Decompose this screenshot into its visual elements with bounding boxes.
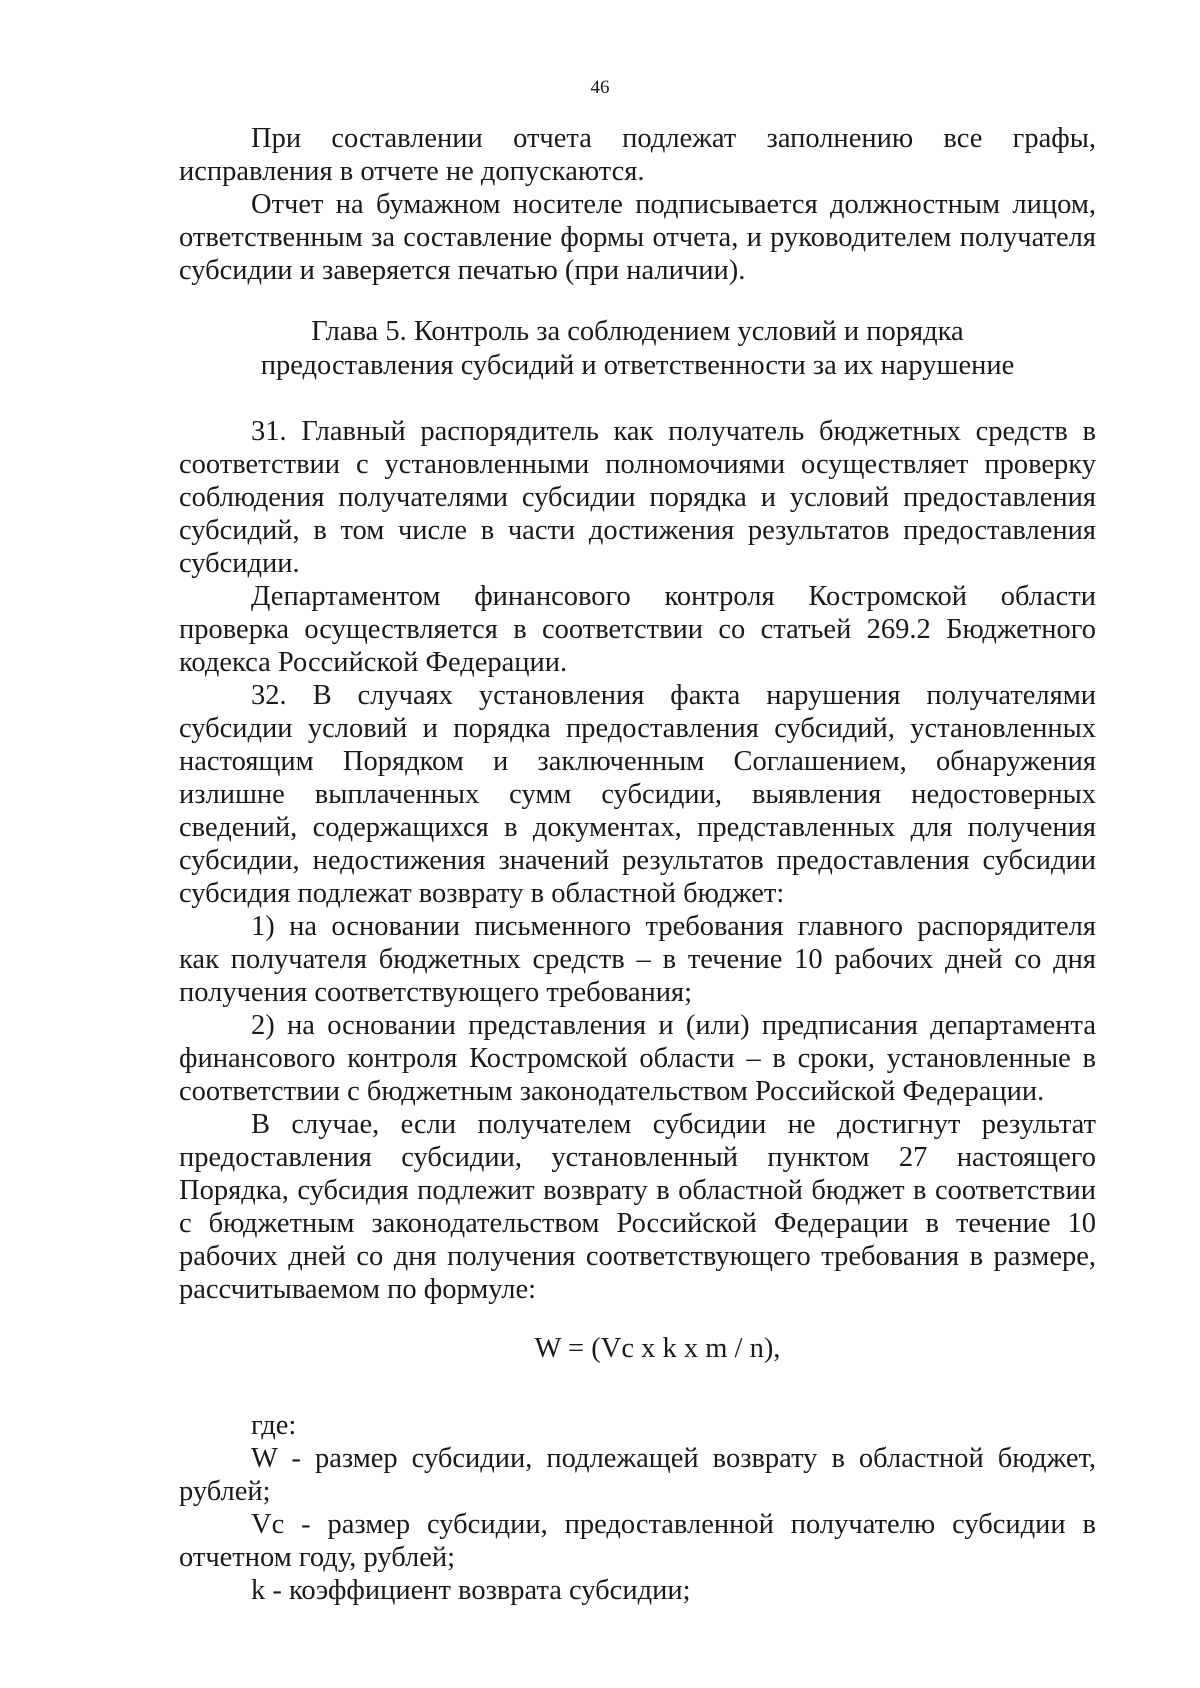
paragraph-32: 32. В случаях установления факта нарушения получателями субсидии условий и порядка предоставления субсидий, установленных настоящим Порядком и заключенным Соглашением, обнаружения излишне выплаченных сумм субсидии, выявления недостоверных сведений, содержащихся в документах, представленных для получения субсидии, недостижения значений результатов предоставления субсидии субсидия подлежат возврату в областной бюджет: (179, 680, 1096, 909)
chapter-heading-line-1: Глава 5. Контроль за соблюдением условий и порядка (311, 316, 964, 347)
list-item-2: 2) на основании представления и (или) предписания департамента финансового контроля Костромской области – в сроки, установленные в соответствии с бюджетным законодательством Российской Федерации. (179, 1010, 1096, 1107)
paragraph-report-columns: При составлении отчета подлежат заполнению все графы, исправления в отчете не допускаются. (179, 123, 1096, 187)
formula: W = (Vc x k x m / n), (534, 1333, 781, 1364)
chapter-heading (179, 315, 1096, 383)
document-body (179, 122, 1096, 1607)
paragraph-31-department: Департаментом финансового контроля Костромской области проверка осуществляется в соответствии со статьей 269.2 Бюджетного кодекса Российской Федерации. (179, 581, 1096, 678)
paragraph-case: В случае, если получателем субсидии не достигнут результат предоставления субсидии, установленный пунктом 27 настоящего Порядка, субсидия подлежит возврату в областной бюджет в соответствии с бюджетным законодательством Российской Федерации в течение 10 рабочих дней со дня получения соответствующего требования в размере, рассчитываемом по формуле: (179, 1109, 1096, 1305)
list-item-1: 1) на основании письменного требования главного распорядителя как получателя бюджетных средств – в течение 10 рабочих дней со дня получения соответствующего требования; (179, 911, 1096, 1008)
page-number: 46 (590, 77, 610, 98)
definitions-where: где: (251, 1410, 297, 1441)
definition-k: k - коэффициент возврата субсидии; (251, 1575, 691, 1606)
chapter-heading-line-2: предоставления субсидий и ответственности за их нарушение (260, 350, 1015, 381)
paragraph-31: 31. Главный распорядитель как получатель бюджетных средств в соответствии с установленными полномочиями осуществляет проверку соблюдения получателями субсидии порядка и условий предоставления субсидий, в том числе в части достижения результатов предоставления субсидии. (179, 416, 1096, 579)
paragraph-report-signature: Отчет на бумажном носителе подписывается должностным лицом, ответственным за составление формы отчета, и руководителем получателя субсидии и заверяется печатью (при наличии). (179, 189, 1096, 286)
definition-w: W - размер субсидии, подлежащей возврату в областной бюджет, рублей; (179, 1443, 1096, 1507)
definition-vc: Vc - размер субсидии, предоставленной получателю субсидии в отчетном году, рублей; (179, 1509, 1096, 1573)
